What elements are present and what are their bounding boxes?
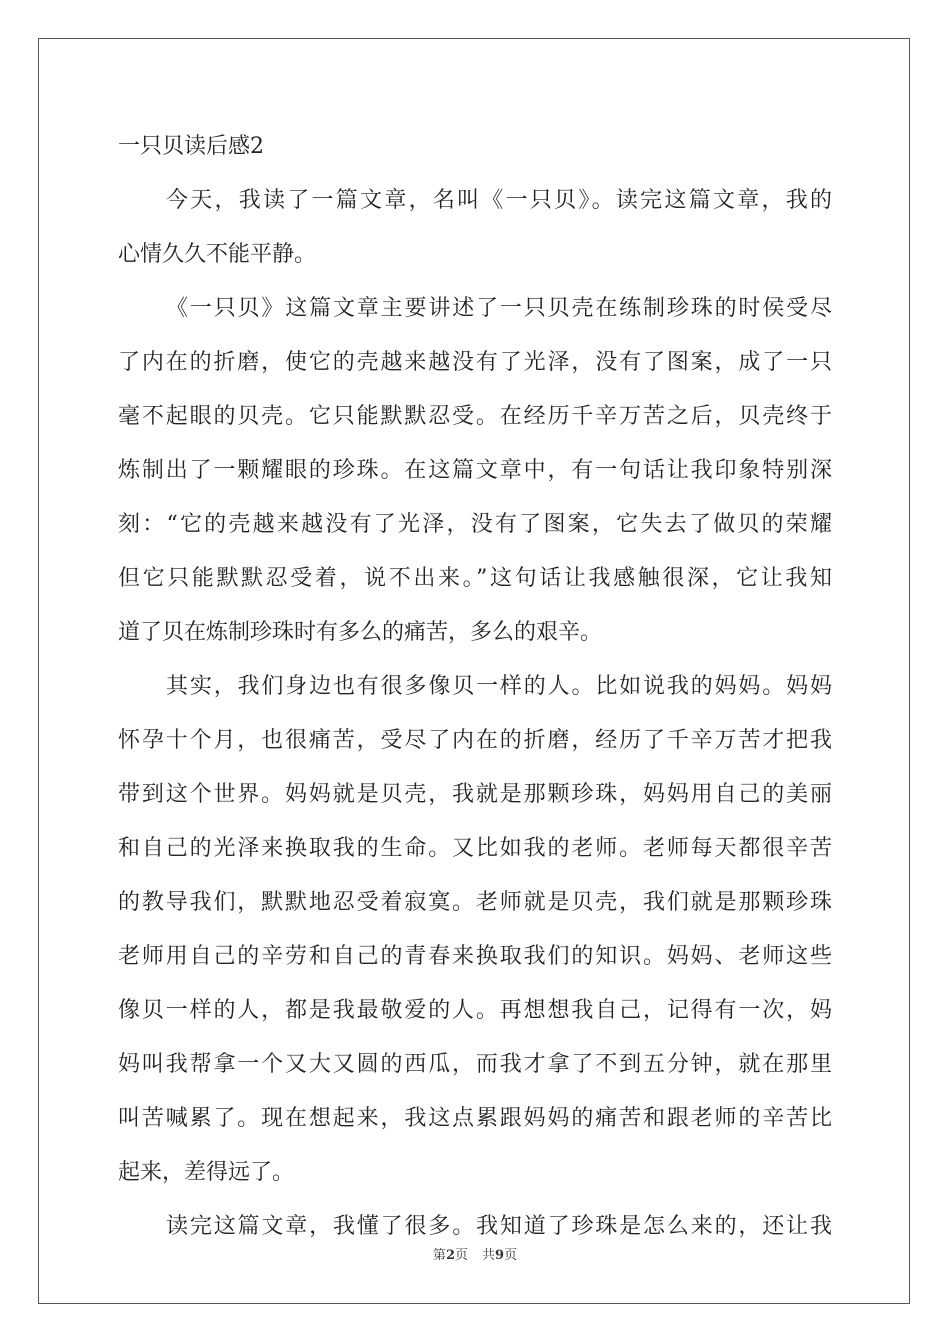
document-title: 一只贝读后感2 bbox=[118, 134, 264, 159]
paragraph-line: 心情久久不能平静。 bbox=[118, 242, 317, 267]
paragraph-list bbox=[118, 174, 832, 1254]
paragraph-line: 叫苦喊累了。现在想起来，我这点累跟妈妈的痛苦和跟老师的辛苦比 bbox=[118, 1106, 832, 1131]
paragraph bbox=[118, 174, 832, 282]
page-number: 2 bbox=[445, 1248, 455, 1263]
paragraph-line: 带到这个世界。妈妈就是贝壳，我就是那颗珍珠，妈妈用自己的美丽 bbox=[118, 782, 832, 807]
paragraph-line: 读完这篇文章，我懂了很多。我知道了珍珠是怎么来的，还让我 bbox=[166, 1214, 832, 1239]
paragraph bbox=[118, 282, 832, 660]
paragraph-line: 怀孕十个月，也很痛苦，受尽了内在的折磨，经历了千辛万苦才把我 bbox=[118, 728, 832, 753]
paragraph-line: 像贝一样的人，都是我最敬爱的人。再想想我自己，记得有一次，妈 bbox=[118, 998, 832, 1023]
total-pages: 9 bbox=[495, 1248, 505, 1263]
paragraph-line: 妈叫我帮拿一个又大又圆的西瓜，而我才拿了不到五分钟，就在那里 bbox=[118, 1052, 832, 1077]
paragraph-line: 《一只贝》这篇文章主要讲述了一只贝壳在练制珍珠的时侯受尽 bbox=[166, 296, 832, 321]
page-prefix: 第 bbox=[432, 1248, 446, 1263]
paragraph-line: 老师用自己的辛劳和自己的青春来换取我们的知识。妈妈、老师这些 bbox=[118, 944, 832, 969]
paragraph-line: 刻：“它的壳越来越没有了光泽，没有了图案，它失去了做贝的荣耀 bbox=[118, 512, 832, 537]
total-suffix: 页 bbox=[504, 1248, 518, 1263]
document-body bbox=[118, 120, 832, 1254]
paragraph-line: 了内在的折磨，使它的壳越来越没有了光泽，没有了图案，成了一只 bbox=[118, 350, 832, 375]
paragraph-line: 但它只能默默忍受着，说不出来。”这句话让我感触很深，它让我知 bbox=[118, 566, 832, 591]
paragraph-line: 起来，差得远了。 bbox=[118, 1160, 295, 1185]
paragraph-line: 和自己的光泽来换取我的生命。又比如我的老师。老师每天都很辛苦 bbox=[118, 836, 832, 861]
paragraph-line: 的教导我们，默默地忍受着寂寞。老师就是贝壳，我们就是那颗珍珠 bbox=[118, 890, 832, 915]
page-suffix: 页 bbox=[454, 1248, 468, 1263]
paragraph-line: 道了贝在炼制珍珠时有多么的痛苦，多么的艰辛。 bbox=[118, 620, 603, 645]
paragraph-line: 其实，我们身边也有很多像贝一样的人。比如说我的妈妈。妈妈 bbox=[166, 674, 832, 699]
paragraph-line: 今天，我读了一篇文章，名叫《一只贝》。读完这篇文章，我的 bbox=[166, 188, 832, 213]
total-prefix: 共 bbox=[482, 1248, 496, 1263]
page-footer bbox=[0, 1246, 950, 1266]
paragraph bbox=[118, 660, 832, 1200]
paragraph-line: 炼制出了一颗耀眼的珍珠。在这篇文章中，有一句话让我印象特别深 bbox=[118, 458, 832, 483]
paragraph-line: 毫不起眼的贝壳。它只能默默忍受。在经历千辛万苦之后，贝壳终于 bbox=[118, 404, 832, 429]
